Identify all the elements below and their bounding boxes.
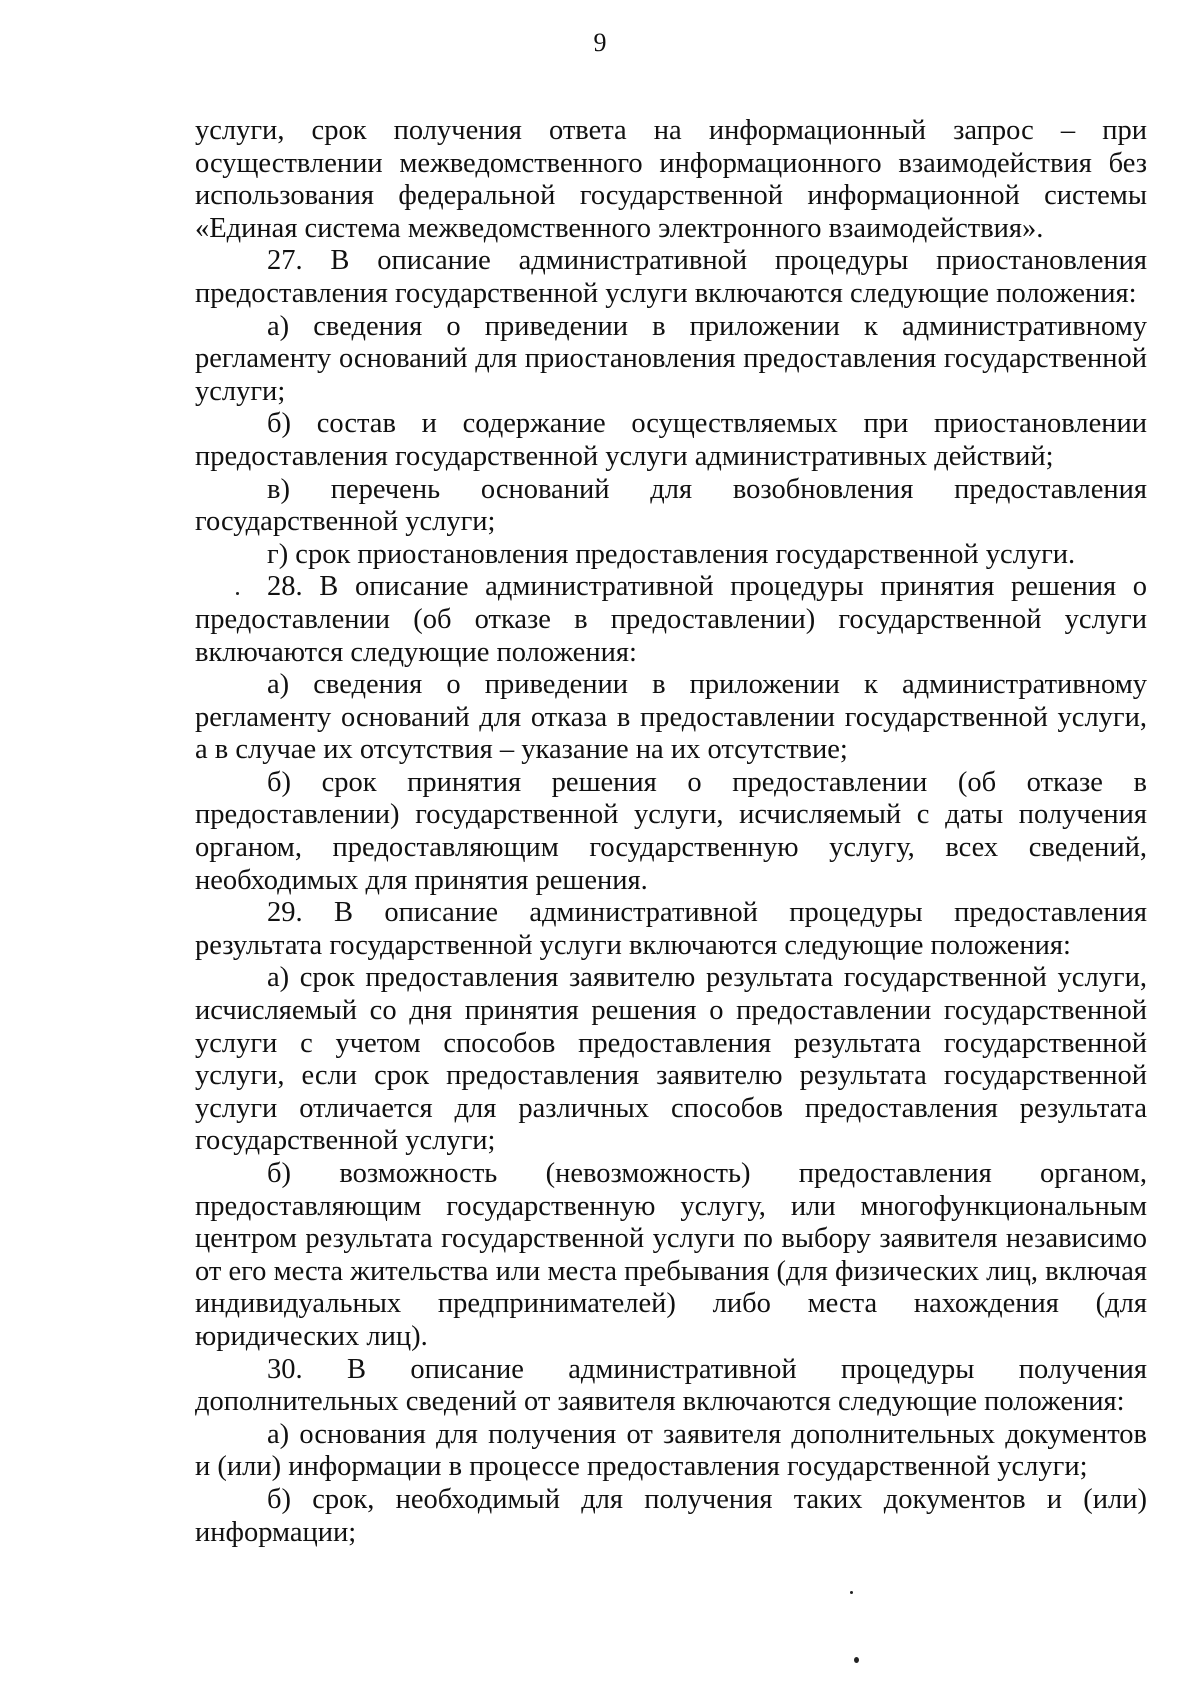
- paragraph-27-b: б) состав и содержание осуществляемых при приостановлении предоставления государственной услуги административных действий;: [195, 408, 1147, 472]
- paragraph-28-a: а) сведения о приведении в приложении к административному регламенту оснований для отказа в предоставлении государственной услуги, а в случае их отсутствия – указание на их отсутствие;: [195, 669, 1147, 766]
- paragraph-continuation-26: услуги, срок получения ответа на информационный запрос – при осуществлении межведомственного информационного взаимодействия без использования федеральной государственной информационной системы «Единая система межведомственного электронного взаимодействия».: [195, 115, 1147, 244]
- paragraph-30-b: б) срок, необходимый для получения таких документов и (или) информации;: [195, 1483, 1147, 1548]
- document-body: [195, 115, 1147, 1549]
- paragraph-30: 30. В описание административной процедуры получения дополнительных сведений от заявителя включаются следующие положения:: [195, 1353, 1147, 1418]
- paragraph-27-g: г) срок приостановления предоставления государственной услуги.: [267, 538, 1076, 570]
- paragraph-29-a: а) срок предоставления заявителю результата государственной услуги, исчисляемый со дня принятия решения о предоставлении государственной услуги с учетом способов предоставления результата государственной услуги, если срок предоставления заявителю результата государственной услуги отличается для различных способов предоставления результата государственной услуги;: [195, 962, 1147, 1157]
- paragraph-29-b: б) возможность (невозможность) предоставления органом, предоставляющим государственную услугу, или многофункциональным центром результата государственной услуги по выбору заявителя независимо от его места жительства или места пребывания (для физических лиц, включая индивидуальных предпринимателей) либо места нахождения (для юридических лиц).: [195, 1158, 1147, 1352]
- paragraph-27-a: а) сведения о приведении в приложении к административному регламенту оснований для приостановления предоставления государственной услуги;: [195, 310, 1147, 407]
- paragraph-28-b: б) срок принятия решения о предоставлении (об отказе в предоставлении) государственной услуги, исчисляемый с даты получения органом, предоставляющим государственную услугу, всех сведений, необходимых для принятия решения.: [195, 766, 1147, 896]
- paragraph-28: 28. В описание административной процедуры принятия решения о предоставлении (об отказе в предоставлении) государственной услуги включаются следующие положения:: [195, 571, 1147, 668]
- paragraph-30-a: а) основания для получения от заявителя дополнительных документов и (или) информации в процессе предоставления государственной услуги;: [195, 1418, 1147, 1483]
- page-number: 9: [593, 28, 607, 57]
- scan-speck: [236, 592, 239, 595]
- paragraph-27: 27. В описание административной процедуры приостановления предоставления государственной услуги включаются следующие положения:: [195, 245, 1147, 309]
- paragraph-29: 29. В описание административной процедуры предоставления результата государственной услуги включаются следующие положения:: [195, 897, 1147, 961]
- scan-speck: [854, 1657, 859, 1663]
- scan-speck: [850, 1591, 853, 1594]
- paragraph-27-v: в) перечень оснований для возобновления предоставления государственной услуги;: [195, 473, 1147, 538]
